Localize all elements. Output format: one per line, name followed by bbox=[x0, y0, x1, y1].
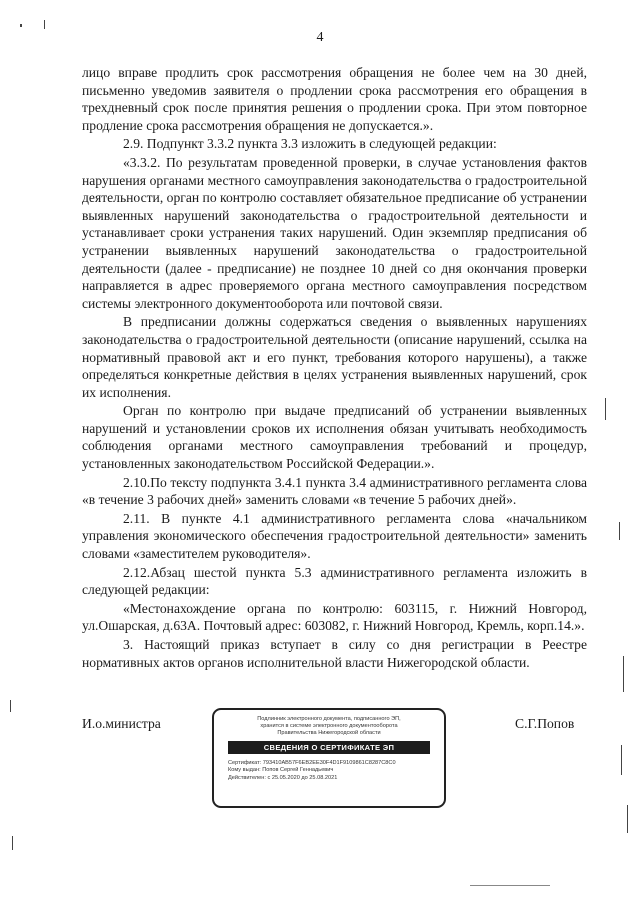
paragraph: лицо вправе продлить срок рассмотрения обращения не более чем на 30 дней, письменно уведомив заявителя о продлении срока рассмотрения его обращения в трехдневный срок после принятия решения о продлении срока. При этом повторное продление срока рассмотрения обращения не допускается.». bbox=[82, 65, 587, 133]
scan-mark bbox=[12, 836, 13, 850]
paragraph: «Местонахождение органа по контролю: 603115, г. Нижний Новгород, ул.Ошарская, д.63А. Почтовый адрес: 603082, г. Нижний Новгород, Кремль, корп.14.». bbox=[82, 600, 587, 634]
electronic-signature-stamp bbox=[212, 708, 446, 808]
document-body bbox=[82, 64, 587, 671]
certificate-validity: Действителен: с 25.05.2020 до 25.08.2021 bbox=[228, 774, 338, 781]
paragraph: 2.11. В пункте 4.1 административного регламента слова «начальником управления экономического обеспечения градостроительной деятельности» заменить словами «заместителем руководителя». bbox=[82, 510, 587, 562]
scan-mark bbox=[605, 398, 606, 420]
paragraph: 2.12.Абзац шестой пункта 5.3 административного регламента изложить в следующей редакции: bbox=[82, 564, 587, 598]
scan-mark bbox=[621, 745, 622, 775]
certificate-number: Сертификат: 793410AB57F6EB2EE30F4D1F9109861C8287C8C0 bbox=[228, 760, 396, 766]
stamp-line: Правительства Нижегородской области bbox=[277, 730, 381, 736]
paragraph: 2.9. Подпункт 3.3.2 пункта 3.3 изложить в следующей редакции: bbox=[123, 136, 497, 152]
stamp-title: СВЕДЕНИЯ О СЕРТИФИКАТЕ ЭП bbox=[228, 741, 430, 754]
paragraph: В предписании должны содержаться сведения о выявленных нарушениях законодательства о градостроительной деятельности (описание нарушений, ссылка на нормативный правовой акт и его пункт, требования которого нарушены), а также определяться конкретные действия в целях устранения выявленных нарушений, срок их исполнения. bbox=[82, 314, 587, 400]
stamp-details bbox=[228, 760, 444, 782]
scan-mark bbox=[44, 20, 45, 29]
certificate-owner: Кому выдан: Попов Сергей Геннадьевич bbox=[228, 767, 334, 774]
scan-mark bbox=[623, 656, 624, 692]
stamp-line: Подлинник электронного документа, подписанного ЭП, bbox=[257, 716, 401, 722]
stamp-header bbox=[214, 716, 444, 737]
scan-mark bbox=[619, 522, 620, 540]
scan-mark bbox=[627, 805, 628, 833]
paragraph: 3. Настоящий приказ вступает в силу со дня регистрации в Реестре нормативных актов органов исполнительной власти Нижегородской области. bbox=[82, 637, 587, 670]
scan-mark bbox=[470, 885, 550, 886]
scan-mark bbox=[20, 24, 22, 27]
paragraph: «3.3.2. По результатам проведенной проверки, в случае установления фактов нарушения органами местного самоуправления законодательства о градостроительной деятельности, орган по контролю составляет обязательное предписание об устранении выявленных нарушений законодательства о градостроительной деятельности и устанавливает сроки устранения таких нарушений. Один экземпляр предписания об устранении выявленных нарушений законодательства о градостроительной деятельности (далее - предписание) не позднее 10 дней со дня окончания проверки направляется в адрес проверяемого органа местного самоуправления посредством системы электронного документооборота или почтовой связи. bbox=[82, 154, 587, 311]
signatory-position: И.о.министра bbox=[82, 716, 161, 731]
paragraph: 2.10.По тексту подпункта 3.4.1 пункта 3.4 административного регламента слова «в течение 3 рабочих дней» заменить словами «в течение 5 рабочих дней». bbox=[82, 474, 587, 508]
paragraph: Орган по контролю при выдаче предписаний об устранении выявленных нарушений и установлении сроков их исполнения обязан учитывать необходимость соблюдения органами местного самоуправления требований и процедур, установленных законодательством Российской Федерации.». bbox=[82, 403, 587, 472]
scan-mark bbox=[10, 700, 11, 712]
signatory-name: С.Г.Попов bbox=[515, 716, 575, 731]
stamp-line: хранится в системе электронного документооборота bbox=[260, 723, 398, 729]
page-number: 4 bbox=[316, 30, 324, 45]
